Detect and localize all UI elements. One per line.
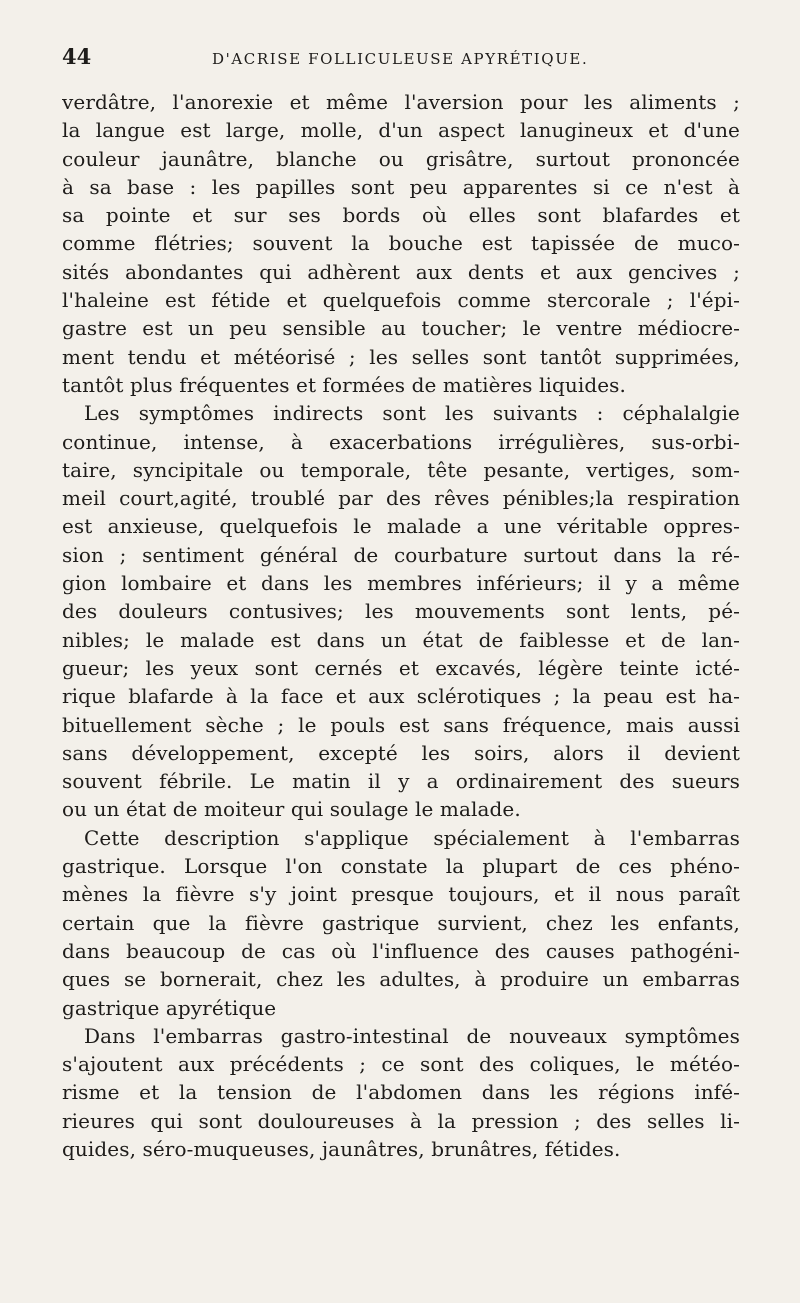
paragraph-start-line: Dans l'embarras gastro-intestinal de nouveaux symptômes: [84, 1023, 740, 1048]
text-line: gastrique apyrétique: [62, 995, 277, 1020]
page-header: [62, 44, 740, 84]
text-line: meil court,agité, troublé par des rêves pénibles;la respiration: [62, 486, 740, 511]
text-line: à sa base : les papilles sont peu apparentes si ce n'est à: [62, 174, 740, 199]
paragraph-start-line: Cette description s'applique spécialement à l'embarras: [84, 825, 740, 850]
text-line: risme et la tension de l'abdomen dans les régions infé-: [62, 1080, 740, 1105]
text-line: sa pointe et sur ses bords où elles sont blafardes et: [62, 203, 740, 228]
body-text: [62, 88, 740, 1163]
text-line: tantôt plus fréquentes et formées de matières liquides.: [62, 372, 627, 397]
text-line: sités abondantes qui adhèrent aux dents et aux gencives ;: [62, 259, 740, 284]
text-line: nibles; le malade est dans un état de faiblesse et de lan-: [62, 627, 740, 652]
running-title: D'ACRISE FOLLICULEUSE APYRÉTIQUE.: [212, 50, 589, 68]
text-line: quides, séro-muqueuses, jaunâtres, brunâtres, fétides.: [62, 1136, 621, 1161]
paragraph-start-line: Les symptômes indirects sont les suivants : céphalalgie: [84, 401, 740, 426]
text-line: est anxieuse, quelquefois le malade a une véritable oppres-: [62, 514, 740, 539]
text-line: verdâtre, l'anorexie et même l'aversion pour les aliments ;: [62, 90, 740, 114]
text-line: ou un état de moiteur qui soulage le malade.: [62, 797, 521, 822]
text-line: souvent fébrile. Le matin il y a ordinairement des sueurs: [62, 769, 740, 794]
text-line: sion ; sentiment général de courbature surtout dans la ré-: [62, 542, 740, 567]
text-line: des douleurs contusives; les mouvements sont lents, pé-: [62, 599, 740, 624]
text-line: ment tendu et météorisé ; les selles sont tantôt supprimées,: [62, 344, 740, 369]
text-line: gastre est un peu sensible au toucher; le ventre médiocre-: [62, 316, 740, 341]
text-line: dans beaucoup de cas où l'influence des causes pathogéni-: [62, 938, 740, 963]
text-line: taire, syncipitale ou temporale, tête pesante, vertiges, som-: [62, 457, 740, 482]
text-line: la langue est large, molle, d'un aspect lanugineux et d'une: [62, 118, 740, 143]
text-line: s'ajoutent aux précédents ; ce sont des coliques, le météo-: [62, 1052, 740, 1077]
text-line: couleur jaunâtre, blanche ou grisâtre, surtout prononcée: [62, 146, 740, 171]
text-line: l'haleine est fétide et quelquefois comme stercorale ; l'épi-: [62, 288, 740, 313]
text-line: comme flétries; souvent la bouche est tapissée de muco-: [62, 231, 740, 256]
page-number: 44: [62, 44, 92, 69]
text-line: gion lombaire et dans les membres inférieurs; il y a même: [62, 571, 740, 596]
text-line: gastrique. Lorsque l'on constate la plupart de ces phéno-: [62, 854, 740, 879]
text-line: gueur; les yeux sont cernés et excavés, légère teinte icté-: [62, 655, 740, 680]
text-line: ques se bornerait, chez les adultes, à produire un embarras: [62, 967, 740, 992]
text-line: certain que la fièvre gastrique survient, chez les enfants,: [62, 910, 740, 935]
text-line: rique blafarde à la face et aux sclérotiques ; la peau est ha-: [62, 684, 740, 709]
text-line: sans développement, excepté les soirs, alors il devient: [62, 740, 740, 765]
text-line: rieures qui sont douloureuses à la pression ; des selles li-: [62, 1108, 740, 1133]
text-line: bituellement sèche ; le pouls est sans fréquence, mais aussi: [62, 712, 740, 737]
text-line: mènes la fièvre s'y joint presque toujours, et il nous paraît: [62, 882, 740, 907]
text-line: continue, intense, à exacerbations irrégulières, sus-orbi-: [62, 429, 740, 454]
